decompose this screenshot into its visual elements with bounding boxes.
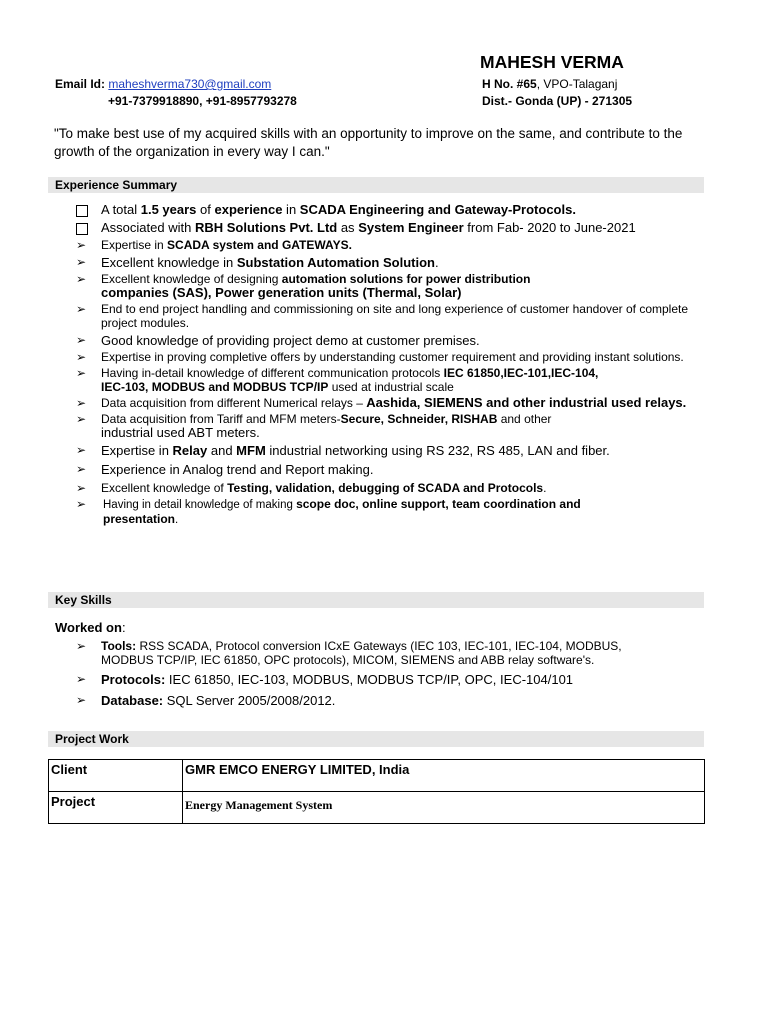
section-project-work: Project Work [48, 731, 704, 747]
table-row [49, 760, 705, 792]
candidate-name: MAHESH VERMA [480, 52, 624, 72]
arrow-bullet-icon: ➢ [76, 238, 87, 252]
arrow-bullet-icon: ➢ [76, 481, 87, 495]
list-item: ➢ Protocols: IEC 61850, IEC-103, MODBUS, MODBUS TCP/IP, OPC, IEC-104/101 [76, 672, 574, 687]
list-item: ➢ Having in detail knowledge of making scope doc, online support, team coordination and presentation. [76, 497, 581, 526]
project-value: Energy Management System [183, 792, 705, 824]
arrow-bullet-icon: ➢ [76, 672, 87, 686]
phone-numbers: +91-7379918890, +91-8957793278 [108, 94, 297, 108]
arrow-bullet-icon: ➢ [76, 497, 87, 511]
arrow-bullet-icon: ➢ [76, 693, 87, 707]
list-item: ➢ Database: SQL Server 2005/2008/2012. [76, 693, 336, 708]
email-label: Email Id [55, 77, 102, 91]
client-value: GMR EMCO ENERGY LIMITED, India [183, 760, 705, 792]
list-item: ➢ Data acquisition from Tariff and MFM meters-Secure, Schneider, RISHAB and other industrial used ABT meters. [76, 412, 552, 440]
address-line-1: H No. #65, VPO-Talaganj [482, 77, 618, 91]
list-item: ➢ Having in-detail knowledge of different communication protocols IEC 61850,IEC-101,IEC-104, IEC-103, MODBUS and MODBUS TCP/IP used at industrial scale [76, 366, 599, 394]
list-item: A total 1.5 years of experience in SCADA Engineering and Gateway-Protocols. [76, 202, 716, 217]
list-item: ➢ Expertise in SCADA system and GATEWAYS. [76, 238, 352, 252]
arrow-bullet-icon: ➢ [76, 255, 87, 269]
client-label: Client [49, 760, 183, 792]
section-experience-summary: Experience Summary [48, 177, 704, 193]
email-link[interactable]: maheshverma730@gmail.com [108, 77, 272, 91]
email-line: Email Id: maheshverma730@gmail.com [55, 77, 272, 91]
arrow-bullet-icon: ➢ [76, 639, 87, 653]
list-item: ➢ Expertise in proving completive offers by understanding customer requirement and providing instant solutions. [76, 350, 684, 364]
list-item: Associated with RBH Solutions Pvt. Ltd as System Engineer from Fab- 2020 to June-2021 [76, 220, 716, 235]
arrow-bullet-icon: ➢ [76, 350, 87, 364]
address-line-2: Dist.- Gonda (UP) - 271305 [482, 94, 633, 108]
section-key-skills: Key Skills [48, 592, 704, 608]
list-item: ➢ Experience in Analog trend and Report making. [76, 462, 374, 477]
list-item: ➢ Excellent knowledge of designing automation solutions for power distribution companies (SAS), Power generation units (Thermal, Solar) [76, 272, 531, 300]
checkbox-bullet-icon [76, 220, 90, 238]
arrow-bullet-icon: ➢ [76, 443, 87, 457]
experience-list [76, 202, 716, 527]
list-item: ➢ End to end project handling and commissioning on site and long experience of customer handover of complete project modules. [76, 302, 689, 330]
checkbox-bullet-icon [76, 202, 90, 220]
skills-list [76, 639, 716, 708]
project-table [48, 759, 705, 824]
list-item: ➢ Data acquisition from different Numerical relays – Aashida, SIEMENS and other industrial used relays. [76, 395, 687, 410]
arrow-bullet-icon: ➢ [76, 462, 87, 476]
arrow-bullet-icon: ➢ [76, 366, 87, 380]
list-item: ➢ Good knowledge of providing project demo at customer premises. [76, 333, 480, 348]
arrow-bullet-icon: ➢ [76, 396, 87, 410]
arrow-bullet-icon: ➢ [76, 333, 87, 347]
list-item: ➢ Excellent knowledge in Substation Automation Solution. [76, 255, 439, 270]
list-item: ➢ Tools: RSS SCADA, Protocol conversion ICxE Gateways (IEC 103, IEC-101, IEC-104, MODBUS, MODBUS TCP/IP, IEC 61850, OPC protocols), MICOM, SIEMENS and ABB relay software's. [76, 639, 622, 667]
arrow-bullet-icon: ➢ [76, 272, 87, 286]
project-label: Project [49, 792, 183, 824]
worked-on-heading: Worked on: [55, 620, 126, 635]
arrow-bullet-icon: ➢ [76, 412, 87, 426]
table-row [49, 792, 705, 824]
arrow-bullet-icon: ➢ [76, 302, 87, 316]
list-item: ➢ Excellent knowledge of Testing, validation, debugging of SCADA and Protocols. [76, 481, 547, 495]
list-item: ➢ Expertise in Relay and MFM industrial networking using RS 232, RS 485, LAN and fiber. [76, 443, 610, 458]
career-objective: "To make best use of my acquired skills with an opportunity to improve on the same, and contribute to the growth of the organization in every way I can." [54, 126, 683, 159]
